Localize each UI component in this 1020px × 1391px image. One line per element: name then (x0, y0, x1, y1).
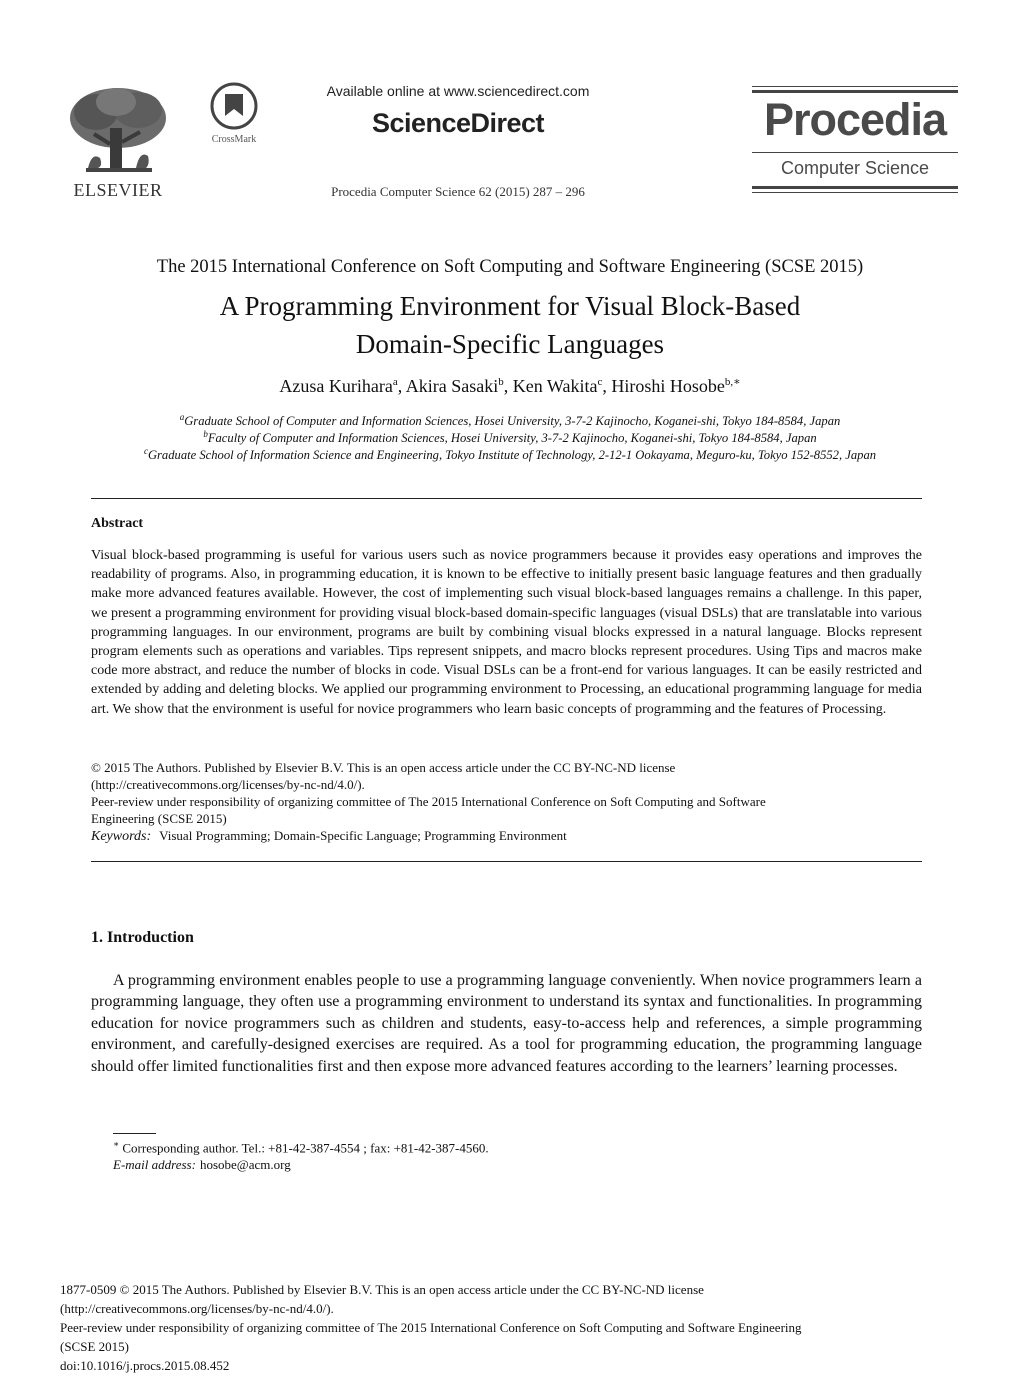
affiliation-text: Faculty of Computer and Information Sciences, Hosei University, 3-7-2 Kajinocho, Koganei-shi, Tokyo 184-8584, Japan (207, 431, 817, 446)
elsevier-wordmark: ELSEVIER (73, 180, 163, 200)
sciencedirect-logo: ScienceDirect (371, 108, 545, 138)
email-label: E-mail address: (113, 1157, 196, 1172)
author-name: Akira Sasaki (405, 376, 499, 396)
introduction-paragraph: A programming environment enables people to use a programming language conveniently. When novice programmers learn a programming language, they often use a programming environment to understand its syntax and functionalities. In programming education for novice programmers such as children and students, easy-to-access help and references, a simple programming environment, and carefully-designed exercises are required. As a tool for programming education, the programming language should offer limited functionalities first and then expose more advanced features according to the learners’ learning processes. (91, 972, 922, 1075)
author-name: Ken Wakita (512, 376, 598, 396)
affiliation-c (40, 446, 980, 463)
abstract-heading: Abstract (91, 516, 144, 531)
copyright-line-1: © 2015 The Authors. Published by Elsevier B.V. This is an open access article under the CC BY-NC-ND license (91, 760, 676, 775)
author-list: Azusa Kurihara$^a$, Akira Sasaki$^b$, Ken Wakita$^c$, Hiroshi Hosobe$^{b,∗}$ (279, 376, 741, 396)
peer-review-line-1: Peer-review under responsibility of organizing committee of The 2015 International Conference on Soft Computing and Software (91, 794, 766, 809)
procedia-bottom-rule-thick (752, 186, 958, 189)
procedia-logo (752, 86, 958, 194)
crossmark-label: CrossMark (211, 134, 257, 145)
author-name: Azusa Kurihara (279, 376, 393, 396)
affiliation-text: Graduate School of Information Science and Engineering, Tokyo Institute of Technology, 2-12-1 Ookayama, Meguro-ku, Tokyo 152-8552, Japan (147, 448, 877, 463)
abstract-bottom-rule (91, 861, 922, 862)
footnote-rule (113, 1133, 156, 1134)
paper-title-line-1: A Programming Environment for Visual Block-Based (219, 291, 801, 321)
bottom-peer-review-line: Peer-review under responsibility of organizing committee of The 2015 International Conference on Soft Computing and Software Engineering (60, 1320, 802, 1335)
paper-title (60, 287, 960, 363)
peer-review-line-2: Engineering (SCSE 2015) (91, 811, 227, 826)
journal-citation: Procedia Computer Science 62 (2015) 287 – 296 (331, 184, 585, 199)
conference-name: The 2015 International Conference on Soft Computing and Software Engineering (SCSE 2015) (156, 257, 864, 277)
bottom-peer-review-line-2: (SCSE 2015) (60, 1339, 129, 1354)
license-link[interactable]: (http://creativecommons.org/licenses/by-nc-nd/4.0/). (91, 777, 365, 792)
author-affiliation-mark: c (597, 376, 603, 388)
affiliation-mark: a (179, 412, 185, 422)
affiliation-a (40, 412, 980, 429)
author-affiliation-mark: b (498, 376, 504, 388)
paper-title-line-2: Domain-Specific Languages (355, 329, 665, 359)
affiliation-mark: b (203, 429, 208, 439)
author-affiliation-mark: b,∗ (724, 376, 741, 388)
procedia-subtitle: Computer Science (780, 158, 930, 178)
keywords-line (91, 828, 567, 845)
keywords-text: Visual Programming; Domain-Specific Language; Programming Environment (159, 828, 567, 843)
affiliation-text: Graduate School of Computer and Information Sciences, Hosei University, 3-7-2 Kajinocho, Koganei-shi, Tokyo 184-8584, Japan (184, 414, 841, 429)
doi-link[interactable]: doi:10.1016/j.procs.2015.08.452 (60, 1358, 230, 1373)
procedia-title: Procedia (763, 94, 947, 145)
tree-icon (66, 84, 170, 180)
email-link[interactable]: hosobe@acm.org (199, 1157, 291, 1172)
available-online-text: Available online at www.sciencedirect.com (326, 83, 590, 99)
abstract-body: Visual block-based programming is useful for various users such as novice programmers because it provides easy operations and improves the readability of programs. Also, in programming education, it is known to be effective to initially present basic language features and then gradually make more advanced features available. However, the cost of implementing such visual block-based languages remains a challenge. In this paper, we present a programming environment for providing visual block-based domain-specific languages (visual DSLs) that are translatable into various programming languages. In our environment, programs are built by combining visual blocks expressed in a natural language. Blocks represent program elements such as operations and variables. Tips represent snippets, and macro blocks represent procedures. Using Tips and macros make code more abstract, and reduce the number of blocks in code. Visual DSLs can be a front-end for various languages. It can be easily restricted and extended by adding and deleting blocks. We applied our programming environment to Processing, an educational programming language for media art. We show that the environment is useful for novice programmers who learn basic concepts of programming and the features of Processing. (91, 548, 922, 717)
affiliation-mark: c (143, 446, 148, 456)
procedia-top-rule-thin (752, 86, 958, 87)
footnote-email (113, 1157, 291, 1173)
footnote-corresponding (113, 1139, 489, 1156)
bottom-license-link[interactable]: (http://creativecommons.org/licenses/by-nc-nd/4.0/). (60, 1301, 334, 1316)
author-name: Hiroshi Hosobe (611, 376, 725, 396)
author-affiliation-mark: a (392, 376, 398, 388)
footnote-mark: ∗ (113, 1139, 120, 1149)
footnote-corresponding-text: Corresponding author. Tel.: +81-42-387-4554 ; fax: +81-42-387-4560. (122, 1140, 489, 1156)
bottom-copyright-line: 1877-0509 © 2015 The Authors. Published by Elsevier B.V. This is an open access article under the CC BY-NC-ND license (60, 1282, 704, 1297)
abstract-top-rule (91, 498, 922, 499)
keywords-label: Keywords: (91, 829, 152, 844)
section-heading-introduction: 1. Introduction (91, 929, 194, 946)
affiliation-b (40, 429, 980, 446)
procedia-mid-rule (752, 152, 958, 153)
procedia-bottom-rule-thin (752, 192, 958, 193)
procedia-top-rule-thick (752, 90, 958, 93)
